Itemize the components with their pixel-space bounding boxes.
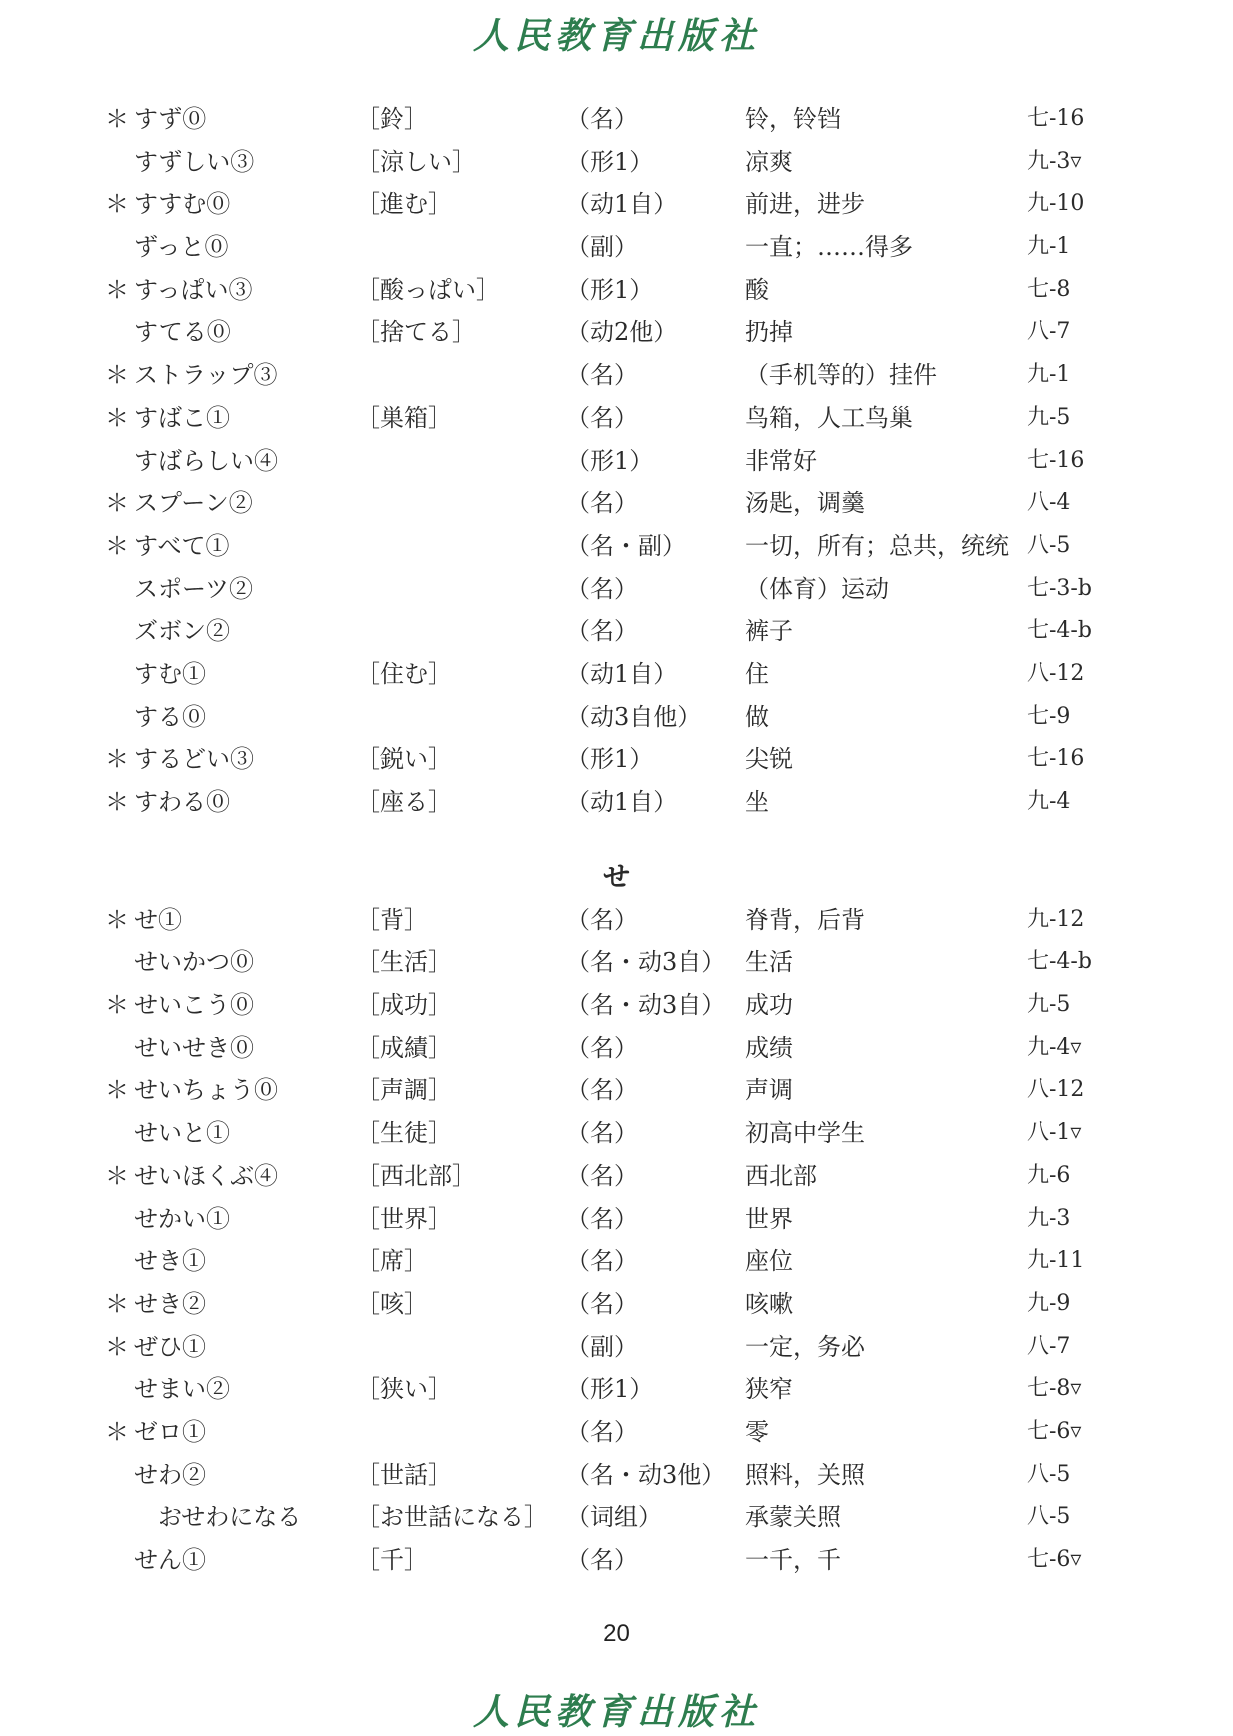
entry-part-of-speech: （名） <box>566 905 638 934</box>
vocab-entry <box>0 311 1233 354</box>
entry-meaning: 座位 <box>745 1247 793 1276</box>
vocab-entry <box>0 781 1233 824</box>
entry-reading: ぜひ① <box>134 1332 206 1361</box>
entry-kanji: ［咳］ <box>356 1289 428 1318</box>
vocab-entry <box>0 899 1233 942</box>
vocab-entry <box>0 1326 1233 1369</box>
entry-reading: せいこう⓪ <box>134 991 254 1020</box>
entry-meaning: 裤子 <box>745 617 793 646</box>
entry-part-of-speech: （副） <box>566 233 638 262</box>
new-word-marker: ＊ <box>105 489 129 518</box>
vocab-entry <box>0 941 1233 984</box>
entry-meaning: 生活 <box>745 948 793 977</box>
entry-lesson-ref: 七-4-b <box>1027 618 1092 644</box>
entry-meaning: 凉爽 <box>745 147 793 176</box>
entry-part-of-speech: （动3自他） <box>566 702 702 731</box>
vocabulary-list <box>0 98 1233 1582</box>
vocab-entry <box>0 1368 1233 1411</box>
entry-kanji: ［捨てる］ <box>356 318 476 347</box>
entry-meaning: 尖锐 <box>745 745 793 774</box>
entry-reading: せん① <box>134 1546 206 1574</box>
entry-kanji: ［生徒］ <box>356 1119 452 1148</box>
entry-reading: ゼロ① <box>134 1417 206 1446</box>
vocab-entry <box>0 568 1233 611</box>
vocab-entry <box>0 1027 1233 1070</box>
entry-meaning: 一直；……得多 <box>745 233 913 262</box>
entry-meaning: 成绩 <box>745 1033 793 1062</box>
entry-meaning: 声调 <box>745 1076 793 1105</box>
vocab-entry <box>0 141 1233 184</box>
entry-meaning: 前进，进步 <box>745 190 865 219</box>
entry-lesson-ref: 七-8▿ <box>1027 1376 1082 1402</box>
entry-reading: スポーツ② <box>134 574 254 603</box>
entry-meaning: 西北部 <box>745 1161 817 1190</box>
entry-kanji: ［声調］ <box>356 1076 452 1105</box>
entry-lesson-ref: 七-16 <box>1027 447 1085 473</box>
new-word-marker: ＊ <box>105 1161 129 1190</box>
entry-reading: せき② <box>134 1289 206 1318</box>
entry-part-of-speech: （名） <box>566 489 638 518</box>
entry-part-of-speech: （名） <box>566 361 638 390</box>
vocab-entry <box>0 269 1233 312</box>
vocab-entry <box>0 1411 1233 1454</box>
new-word-marker: ＊ <box>105 1289 129 1318</box>
entry-reading: スプーン② <box>134 489 253 518</box>
entry-lesson-ref: 八-7 <box>1027 319 1071 345</box>
entry-meaning: 一定，务必 <box>745 1332 865 1361</box>
entry-reading: ずっと⓪ <box>134 233 229 262</box>
entry-lesson-ref: 九-3▿ <box>1027 148 1082 174</box>
entry-reading: せき① <box>134 1247 206 1276</box>
entry-reading: せわ② <box>134 1460 206 1489</box>
new-word-marker: ＊ <box>105 1417 129 1446</box>
entry-kanji: ［背］ <box>356 905 428 934</box>
vocab-entry <box>0 696 1233 739</box>
vocab-entry <box>0 440 1233 483</box>
entry-kanji: ［鋭い］ <box>356 745 452 774</box>
vocab-entry <box>0 1454 1233 1497</box>
entry-lesson-ref: 八-12 <box>1027 660 1085 686</box>
entry-part-of-speech: （名） <box>566 105 638 133</box>
entry-kanji: ［座る］ <box>356 788 452 816</box>
entry-meaning: 初高中学生 <box>745 1119 865 1148</box>
vocab-entry <box>0 226 1233 269</box>
entry-kanji: ［成功］ <box>356 991 452 1020</box>
entry-part-of-speech: （名） <box>566 1204 638 1233</box>
new-word-marker: ＊ <box>105 788 129 816</box>
entry-lesson-ref: 八-1▿ <box>1027 1120 1082 1146</box>
entry-reading: すず⓪ <box>134 105 207 133</box>
entry-kanji: ［住む］ <box>356 659 452 688</box>
entry-reading: すずしい③ <box>134 147 255 176</box>
entry-kanji: ［世話］ <box>356 1460 452 1489</box>
entry-meaning: 非常好 <box>745 446 817 475</box>
entry-reading: すてる⓪ <box>134 318 231 347</box>
entry-lesson-ref: 九-1 <box>1027 362 1071 388</box>
entry-part-of-speech: （名・动3自） <box>566 991 726 1020</box>
new-word-marker: ＊ <box>105 361 129 390</box>
entry-meaning: 住 <box>745 659 769 688</box>
entry-meaning: （体育）运动 <box>745 574 889 603</box>
entry-kanji: ［席］ <box>356 1247 428 1276</box>
entry-part-of-speech: （动1自） <box>566 659 678 688</box>
entry-part-of-speech: （形1） <box>566 745 654 774</box>
entry-reading: すむ① <box>134 659 206 688</box>
entry-reading: ストラップ③ <box>134 361 278 390</box>
entry-meaning: 成功 <box>745 991 793 1020</box>
entry-reading: せいかつ⓪ <box>134 948 254 977</box>
entry-lesson-ref: 九-5 <box>1027 404 1071 430</box>
entry-part-of-speech: （名） <box>566 1076 638 1105</box>
vocab-entry <box>0 1069 1233 1112</box>
entry-meaning: 一切，所有；总共，统统 <box>745 531 1009 560</box>
entry-part-of-speech: （名） <box>566 403 638 432</box>
vocab-entry <box>0 1112 1233 1155</box>
entry-meaning: 零 <box>745 1417 769 1446</box>
entry-reading: すすむ⓪ <box>134 190 231 219</box>
entry-reading: せいせき⓪ <box>134 1033 254 1062</box>
entry-lesson-ref: 八-12 <box>1027 1077 1085 1103</box>
entry-reading: する⓪ <box>134 702 206 731</box>
entry-lesson-ref: 七-8 <box>1027 276 1071 302</box>
entry-reading: せいちょう⓪ <box>134 1076 278 1105</box>
entry-meaning: 鸟箱，人工鸟巢 <box>745 403 913 432</box>
entry-meaning: 脊背，后背 <box>745 905 865 934</box>
entry-lesson-ref: 七-16 <box>1027 746 1085 772</box>
entry-kanji: ［涼しい］ <box>356 147 476 176</box>
entry-part-of-speech: （形1） <box>566 1375 654 1404</box>
entry-part-of-speech: （动1自） <box>566 788 678 816</box>
entry-part-of-speech: （名） <box>566 1289 638 1318</box>
entry-lesson-ref: 八-7 <box>1027 1333 1071 1359</box>
entry-lesson-ref: 七-4-b <box>1027 949 1092 975</box>
entry-meaning: 扔掉 <box>745 318 793 347</box>
entry-part-of-speech: （名） <box>566 1247 638 1276</box>
entry-lesson-ref: 九-1 <box>1027 234 1071 260</box>
vocab-entry <box>0 1240 1233 1283</box>
entry-reading: するどい③ <box>134 745 254 774</box>
entry-part-of-speech: （名） <box>566 1417 638 1446</box>
entry-part-of-speech: （名） <box>566 574 638 603</box>
entry-lesson-ref: 九-12 <box>1027 906 1085 932</box>
entry-part-of-speech: （名） <box>566 1033 638 1062</box>
entry-part-of-speech: （副） <box>566 1332 638 1361</box>
entry-part-of-speech: （名） <box>566 1546 638 1574</box>
entry-part-of-speech: （动1自） <box>566 190 678 219</box>
entry-reading: せ① <box>134 905 182 934</box>
entry-lesson-ref: 八-5 <box>1027 532 1071 558</box>
publisher-logo: 人民教育出版社 <box>472 15 760 57</box>
entry-lesson-ref: 九-6 <box>1027 1162 1071 1188</box>
entry-lesson-ref: 九-10 <box>1027 191 1085 217</box>
entry-reading: せまい② <box>134 1375 230 1404</box>
new-word-marker: ＊ <box>105 991 129 1020</box>
entry-lesson-ref: 九-9 <box>1027 1290 1071 1316</box>
entry-part-of-speech: （动2他） <box>566 318 678 347</box>
vocab-entry <box>0 1155 1233 1198</box>
entry-lesson-ref: 九-3 <box>1027 1205 1071 1231</box>
entry-meaning: 铃，铃铛 <box>745 105 841 133</box>
new-word-marker: ＊ <box>105 905 129 934</box>
entry-meaning: 狭窄 <box>745 1375 793 1404</box>
entry-kanji: ［成績］ <box>356 1033 452 1062</box>
entry-kanji: ［狭い］ <box>356 1375 452 1404</box>
entry-part-of-speech: （名） <box>566 1119 638 1148</box>
entry-part-of-speech: （形1） <box>566 147 654 176</box>
entry-kanji: ［西北部］ <box>356 1161 476 1190</box>
new-word-marker: ＊ <box>105 403 129 432</box>
entry-reading: ズボン② <box>134 617 230 646</box>
entry-reading: すべて① <box>134 531 230 560</box>
entry-meaning: 坐 <box>745 788 769 816</box>
entry-meaning: 酸 <box>745 275 769 304</box>
entry-part-of-speech: （名） <box>566 1161 638 1190</box>
vocab-entry <box>0 98 1233 141</box>
entry-reading: せいと① <box>134 1119 230 1148</box>
vocab-entry <box>0 1283 1233 1326</box>
vocab-entry <box>0 397 1233 440</box>
entry-meaning: 世界 <box>745 1204 793 1233</box>
vocab-entry <box>0 984 1233 1027</box>
vocab-entry <box>0 738 1233 781</box>
new-word-marker: ＊ <box>105 1076 129 1105</box>
entry-meaning: 做 <box>745 702 769 731</box>
entry-reading: せかい① <box>134 1204 230 1233</box>
entry-part-of-speech: （名） <box>566 617 638 646</box>
vocab-entry <box>0 653 1233 696</box>
entry-meaning: 承蒙关照 <box>745 1503 841 1532</box>
entry-kanji: ［酸っぱい］ <box>356 275 500 304</box>
entry-reading: すっぱい③ <box>134 275 253 304</box>
section-gap <box>0 824 1233 856</box>
entry-kanji: ［お世話になる］ <box>356 1503 548 1532</box>
entry-reading: すばこ① <box>134 403 230 432</box>
vocab-entry <box>0 482 1233 525</box>
entry-lesson-ref: 九-11 <box>1027 1248 1085 1274</box>
entry-lesson-ref: 八-5 <box>1027 1461 1071 1487</box>
entry-kanji: ［進む］ <box>356 190 452 219</box>
entry-part-of-speech: （形1） <box>566 446 654 475</box>
page-number: 20 <box>603 1620 630 1647</box>
entry-meaning: （手机等的）挂件 <box>745 361 937 390</box>
new-word-marker: ＊ <box>105 531 129 560</box>
section-heading: せ <box>603 861 630 893</box>
new-word-marker: ＊ <box>105 275 129 304</box>
entry-lesson-ref: 九-4 <box>1027 789 1071 814</box>
entry-part-of-speech: （名・动3他） <box>566 1460 726 1489</box>
entry-lesson-ref: 七-9 <box>1027 703 1071 729</box>
vocab-entry <box>0 183 1233 226</box>
entry-reading: すばらしい④ <box>134 446 278 475</box>
entry-kanji: ［鈴］ <box>356 105 428 133</box>
new-word-marker: ＊ <box>105 190 129 219</box>
entry-meaning: 咳嗽 <box>745 1289 793 1318</box>
entry-kanji: ［世界］ <box>356 1204 452 1233</box>
new-word-marker: ＊ <box>105 1332 129 1361</box>
entry-kanji: ［千］ <box>356 1546 428 1574</box>
entry-part-of-speech: （名・动3自） <box>566 948 726 977</box>
vocab-entry <box>0 1198 1233 1241</box>
entry-kanji: ［巣箱］ <box>356 403 452 432</box>
entry-part-of-speech: （形1） <box>566 275 654 304</box>
entry-reading: すわる⓪ <box>134 788 230 816</box>
entry-part-of-speech: （名・副） <box>566 531 686 560</box>
entry-lesson-ref: 九-4▿ <box>1027 1034 1082 1060</box>
entry-lesson-ref: 八-4 <box>1027 490 1071 516</box>
vocab-entry <box>0 354 1233 397</box>
entry-lesson-ref: 七-16 <box>1027 106 1085 131</box>
new-word-marker: ＊ <box>105 745 129 774</box>
entry-lesson-ref: 八-5 <box>1027 1504 1071 1530</box>
entry-part-of-speech: （词组） <box>566 1503 662 1532</box>
entry-meaning: 汤匙，调羹 <box>745 489 865 518</box>
entry-meaning: 一千，千 <box>745 1546 841 1574</box>
entry-kanji: ［生活］ <box>356 948 452 977</box>
vocab-entry <box>0 525 1233 568</box>
entry-lesson-ref: 七-6▿ <box>1027 1418 1082 1444</box>
entry-lesson-ref: 九-5 <box>1027 992 1071 1018</box>
entry-reading: せいほくぶ④ <box>134 1161 278 1190</box>
entry-reading: おせわになる <box>134 1503 302 1532</box>
new-word-marker: ＊ <box>105 105 129 133</box>
entry-lesson-ref: 七-3-b <box>1027 575 1092 601</box>
publisher-logo-footer: 人民教育出版社 <box>472 1691 760 1733</box>
vocab-entry <box>0 1539 1233 1582</box>
vocab-entry <box>0 610 1233 653</box>
vocab-entry <box>0 1496 1233 1539</box>
entry-meaning: 照料，关照 <box>745 1460 865 1489</box>
entry-lesson-ref: 七-6▿ <box>1027 1547 1082 1572</box>
